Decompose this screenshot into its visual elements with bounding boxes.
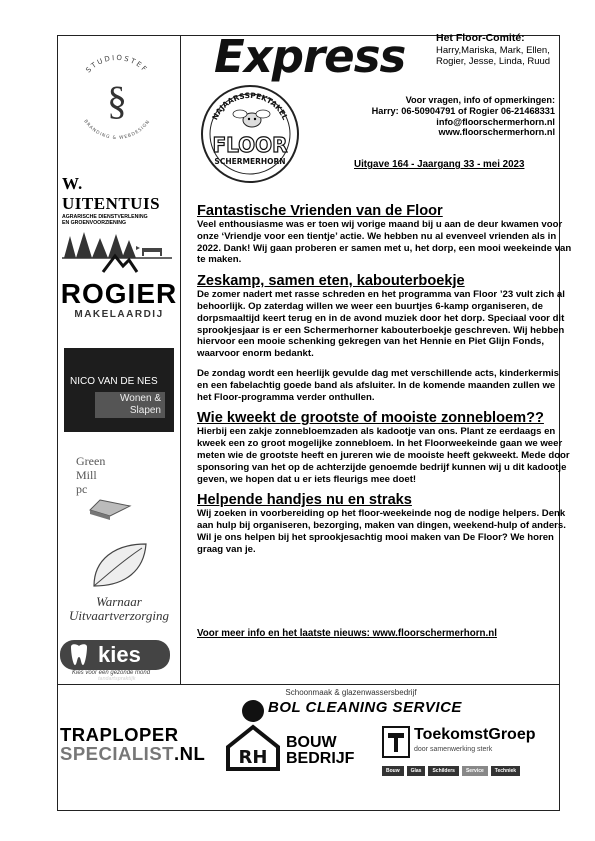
traploper-line2a: SPECIALIST bbox=[60, 743, 174, 764]
toekomst-t-icon bbox=[382, 726, 410, 758]
contact-email[interactable]: info@floorschermerhorn.nl bbox=[436, 116, 555, 127]
bouw-name bbox=[286, 735, 354, 767]
contact-block bbox=[372, 95, 555, 138]
studio-stef-logo bbox=[62, 42, 172, 152]
tooth-icon bbox=[68, 643, 90, 667]
article-paragraph: De zomer nadert met rasse schreden en het programma van Floor ’23 vult zich al behoorlijk. Op zaterdag willen we weer een buurtjes 6-kamp organiseren, de dorpsmaaltijd keert terug en in de avond muziek door het dorp. Speciaal voor dit sprookjesjaar is er een Schermerhorner kabouterboekje geschreven. Wij hebben hiervoor een mooie schenking gekregen van het Hennie en Piet Glijn Fonds, waarvoor enorm bedankt. bbox=[197, 289, 565, 360]
bouw-line2: BEDRIJF bbox=[286, 750, 355, 767]
toekomst-categories bbox=[382, 766, 520, 776]
rogier-logo bbox=[60, 252, 178, 320]
article-paragraph: Hierbij een zakje zonnebloemzaden als kadootje van ons. Plant ze eerdaags en kweek een zo groot mogelijke zonnebloem. In het Floorweekeinde gaan we weer meten wie de grootste heeft en jureren wie de mooiste heeft gekweekt. Mede door sponsoring van het op de achterzijde genoemde bedrijf kunnen wij u dit kadootje geven, we hopen dat u er iets fleurigs mee doet! bbox=[197, 426, 570, 485]
comite-title: Het Floor-Comité: bbox=[436, 32, 525, 44]
house-rh-icon bbox=[224, 723, 282, 773]
traploper-line2b: .NL bbox=[173, 743, 206, 764]
traploper-line1: TRAPLOPER bbox=[60, 724, 179, 745]
article-title: Wie kweekt de grootste of mooiste zonnebloem?? bbox=[197, 410, 544, 427]
warnaar-line1: Warnaar bbox=[96, 594, 142, 609]
section-sign-icon: § bbox=[107, 78, 127, 123]
toekomst-sub: door samenwerking sterk bbox=[414, 746, 493, 753]
article bbox=[197, 410, 572, 485]
floor-logo bbox=[200, 84, 300, 184]
kies-tag: tandartspraktijk bbox=[98, 676, 136, 682]
article bbox=[197, 273, 572, 403]
contact-phone: Harry: 06-50904791 of Rogier 06-21468331 bbox=[371, 105, 555, 116]
toekomst-category: Service bbox=[462, 766, 488, 776]
toekomst-category: Techniek bbox=[491, 766, 520, 776]
article-paragraph: Veel enthousiasme was er toen wij vorige maand bij u aan de deur kwamen voor onze ‘Vriendje voor een tientje’ actie. We hebben nu al evenveel vrienden als in 2022. Dank! Wij gaan proberen er samen met u, het dorp, een mooi weekeinde van te maken. bbox=[197, 219, 572, 266]
uitentuis-sub1: AGRARISCHE DIENSTVERLENING bbox=[62, 214, 148, 220]
kies-name: kies bbox=[98, 642, 141, 667]
floor-logo-arc-text: NAJAARSSPEKTAKEL bbox=[210, 90, 290, 122]
greenmill-line3: pc bbox=[76, 482, 88, 496]
toekomst-category: Glas bbox=[407, 766, 426, 776]
leaf-icon bbox=[84, 540, 154, 590]
greenmill-line2: Mill bbox=[76, 468, 97, 482]
footer-link[interactable]: Voor meer info en het laatste nieuws: www.floorschermerhorn.nl bbox=[197, 628, 497, 639]
bol-circle-icon bbox=[240, 699, 266, 723]
traploper-logo bbox=[60, 725, 205, 763]
kies-slogan: Kies voor een gezonde mond bbox=[72, 670, 151, 676]
toekomst-category: Bouw bbox=[382, 766, 404, 776]
articles bbox=[197, 203, 572, 563]
nico-name: NICO VAN DE NES bbox=[70, 376, 158, 387]
nico-sub: Wonen & Slapen bbox=[95, 392, 165, 418]
svg-text:RH: RH bbox=[238, 747, 268, 768]
studio-arc-top: STUDIOSTEF bbox=[84, 53, 150, 75]
toekomst-name: ToekomstGroep bbox=[414, 726, 536, 743]
floor-logo-bottom: SCHERMERHORN bbox=[214, 157, 286, 166]
bouwbedrijf-logo bbox=[224, 723, 372, 773]
article bbox=[197, 203, 572, 266]
article-title: Zeskamp, samen eten, kabouterboekje bbox=[197, 273, 465, 290]
bol-cleaning-logo bbox=[240, 688, 462, 721]
floor-logo-main: FLOOR bbox=[212, 133, 288, 157]
laptop-icon bbox=[70, 496, 150, 524]
masthead-title: Express bbox=[214, 30, 406, 83]
article-title: Fantastische Vrienden van de Floor bbox=[197, 203, 443, 219]
article-paragraph: De zondag wordt een heerlijk gevulde dag met verschillende acts, kinderkermis en een fabelachtig goede band als afsluiter. In de komende maanden zullen we het Floor-programma verder onthullen. bbox=[197, 367, 560, 403]
contact-line: Voor vragen, info of opmerkingen: bbox=[405, 95, 555, 105]
rogier-sub: MAKELAARDIJ bbox=[74, 309, 164, 320]
article-paragraph: Wij zoeken in voorbereiding op het floor-weekeinde nog de nodige helpers. Denk aan hulp bij organiseren, bezorging, maken van dingen, weekend-hulp of anders. Wil je ons helpen bij het sprookjesachtig mooi maken van De Floor? We horen graag van je. bbox=[197, 508, 566, 555]
rogier-name: ROGIER bbox=[60, 278, 178, 309]
uitentuis-sub2: EN GROENVOORZIENING bbox=[62, 220, 126, 226]
article bbox=[197, 492, 572, 555]
issue-info: Uitgave 164 - Jaargang 33 - mei 2023 bbox=[354, 159, 525, 170]
uitentuis-name: W. UITENTUIS bbox=[62, 174, 161, 213]
bol-tag: Schoonmaak & glazenwassersbedrijf bbox=[285, 688, 417, 697]
kies-logo bbox=[60, 640, 180, 682]
toekomst-category: Schilders bbox=[428, 766, 459, 776]
article-title: Helpende handjes nu en straks bbox=[197, 492, 412, 509]
bouw-line1: BOUW bbox=[286, 734, 337, 751]
nico-van-de-nes-logo bbox=[64, 348, 174, 432]
bol-name: BOL CLEANING SERVICE bbox=[268, 699, 462, 716]
warnaar-line2: Uitvaartverzorging bbox=[69, 608, 169, 623]
green-mill-logo bbox=[70, 454, 170, 529]
warnaar-logo bbox=[60, 540, 178, 623]
greenmill-line1: Green bbox=[76, 454, 106, 468]
roof-icon bbox=[99, 252, 139, 274]
comite-names: Harry,Mariska, Mark, Ellen, Rogier, Jesse, Linda, Ruud bbox=[436, 45, 551, 67]
studio-arc-bottom: BRANDING & WEBDESIGN bbox=[82, 119, 152, 142]
svg-text:STUDIOSTEF bbox=[84, 54, 149, 75]
contact-website[interactable]: www.floorschermerhorn.nl bbox=[438, 127, 555, 138]
